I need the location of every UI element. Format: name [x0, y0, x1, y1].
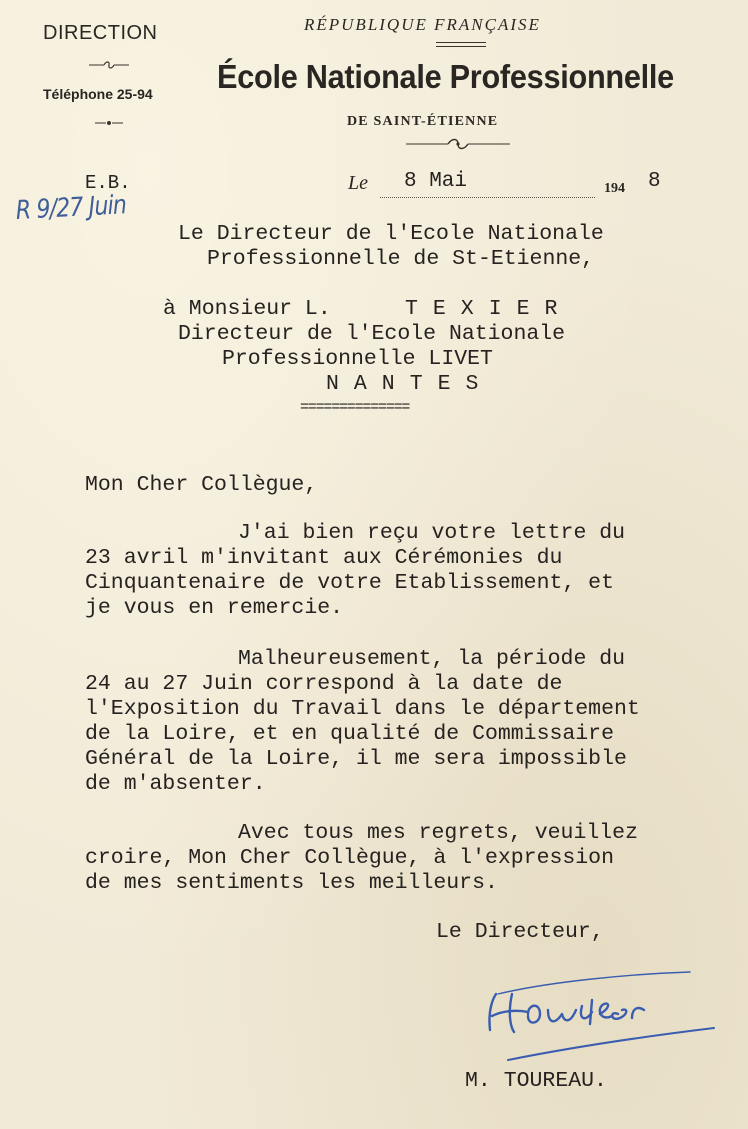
body-text-line: Avec tous mes regrets, veuillez [238, 821, 638, 845]
date-day-month: 8 Mai [404, 170, 468, 193]
recipient-line-3: Professionnelle LIVET [222, 347, 493, 371]
handwritten-annotation: R 9/27 Juin [15, 190, 127, 226]
body-text-line: 24 au 27 Juin correspond à la date de [85, 672, 563, 696]
body-text-line: de mes sentiments les meilleurs. [85, 871, 498, 895]
letterhead-rule-top [436, 42, 486, 43]
letterhead-republique: RÉPUBLIQUE FRANÇAISE [304, 15, 541, 34]
letterhead-direction: DIRECTION [43, 22, 158, 44]
ornament-icon [88, 60, 130, 70]
body-text-line: J'ai bien reçu votre lettre du [238, 521, 626, 545]
recipient-line-1: à Monsieur L. [163, 297, 331, 321]
recipient-separator: ============== [300, 399, 410, 416]
closing-title: Le Directeur, [436, 920, 604, 944]
letterhead-telephone: Téléphone 25-94 [43, 86, 153, 102]
body-text-line: Général de la Loire, il me sera impossible [85, 747, 627, 771]
sender-line-1: Le Directeur de l'Ecole Nationale [178, 222, 604, 246]
body-text-line: Cinquantenaire de votre Etablissement, et [85, 571, 614, 595]
salutation: Mon Cher Collègue, [85, 473, 318, 497]
signature-icon [478, 960, 728, 1070]
body-text-line: croire, Mon Cher Collègue, à l'expression [85, 846, 614, 870]
body-text-line: je vous en remercie. [85, 596, 344, 620]
ornament-small-icon [94, 119, 124, 127]
body-text-line: de m'absenter. [85, 772, 266, 796]
recipient-name: TEXIER [405, 297, 573, 321]
body-text-line: de la Loire, et en qualité de Commissaire [85, 722, 614, 746]
closing-signatory: M. TOUREAU. [465, 1069, 607, 1093]
recipient-city: NANTES [326, 372, 494, 396]
recipient-line-2: Directeur de l'Ecole Nationale [178, 322, 566, 346]
date-dotted-line [380, 197, 595, 198]
date-year-digit: 8 [648, 170, 661, 193]
letterhead-rule-bottom [436, 46, 486, 47]
body-text-line: l'Exposition du Travail dans le département [85, 697, 640, 721]
letterhead-school-name: École Nationale Professionnelle [217, 58, 674, 95]
body-text-line: 23 avril m'invitant aux Cérémonies du [85, 546, 563, 570]
sender-line-2: Professionnelle de St-Etienne, [207, 247, 595, 271]
letterhead-school-city: DE SAINT-ÉTIENNE [347, 114, 499, 129]
flourish-icon [404, 138, 512, 150]
reference-initials: E.B. [85, 172, 131, 194]
date-prefix: Le [348, 172, 368, 194]
body-text-line: Malheureusement, la période du [238, 647, 626, 671]
date-year-prefix: 194 [604, 181, 625, 196]
